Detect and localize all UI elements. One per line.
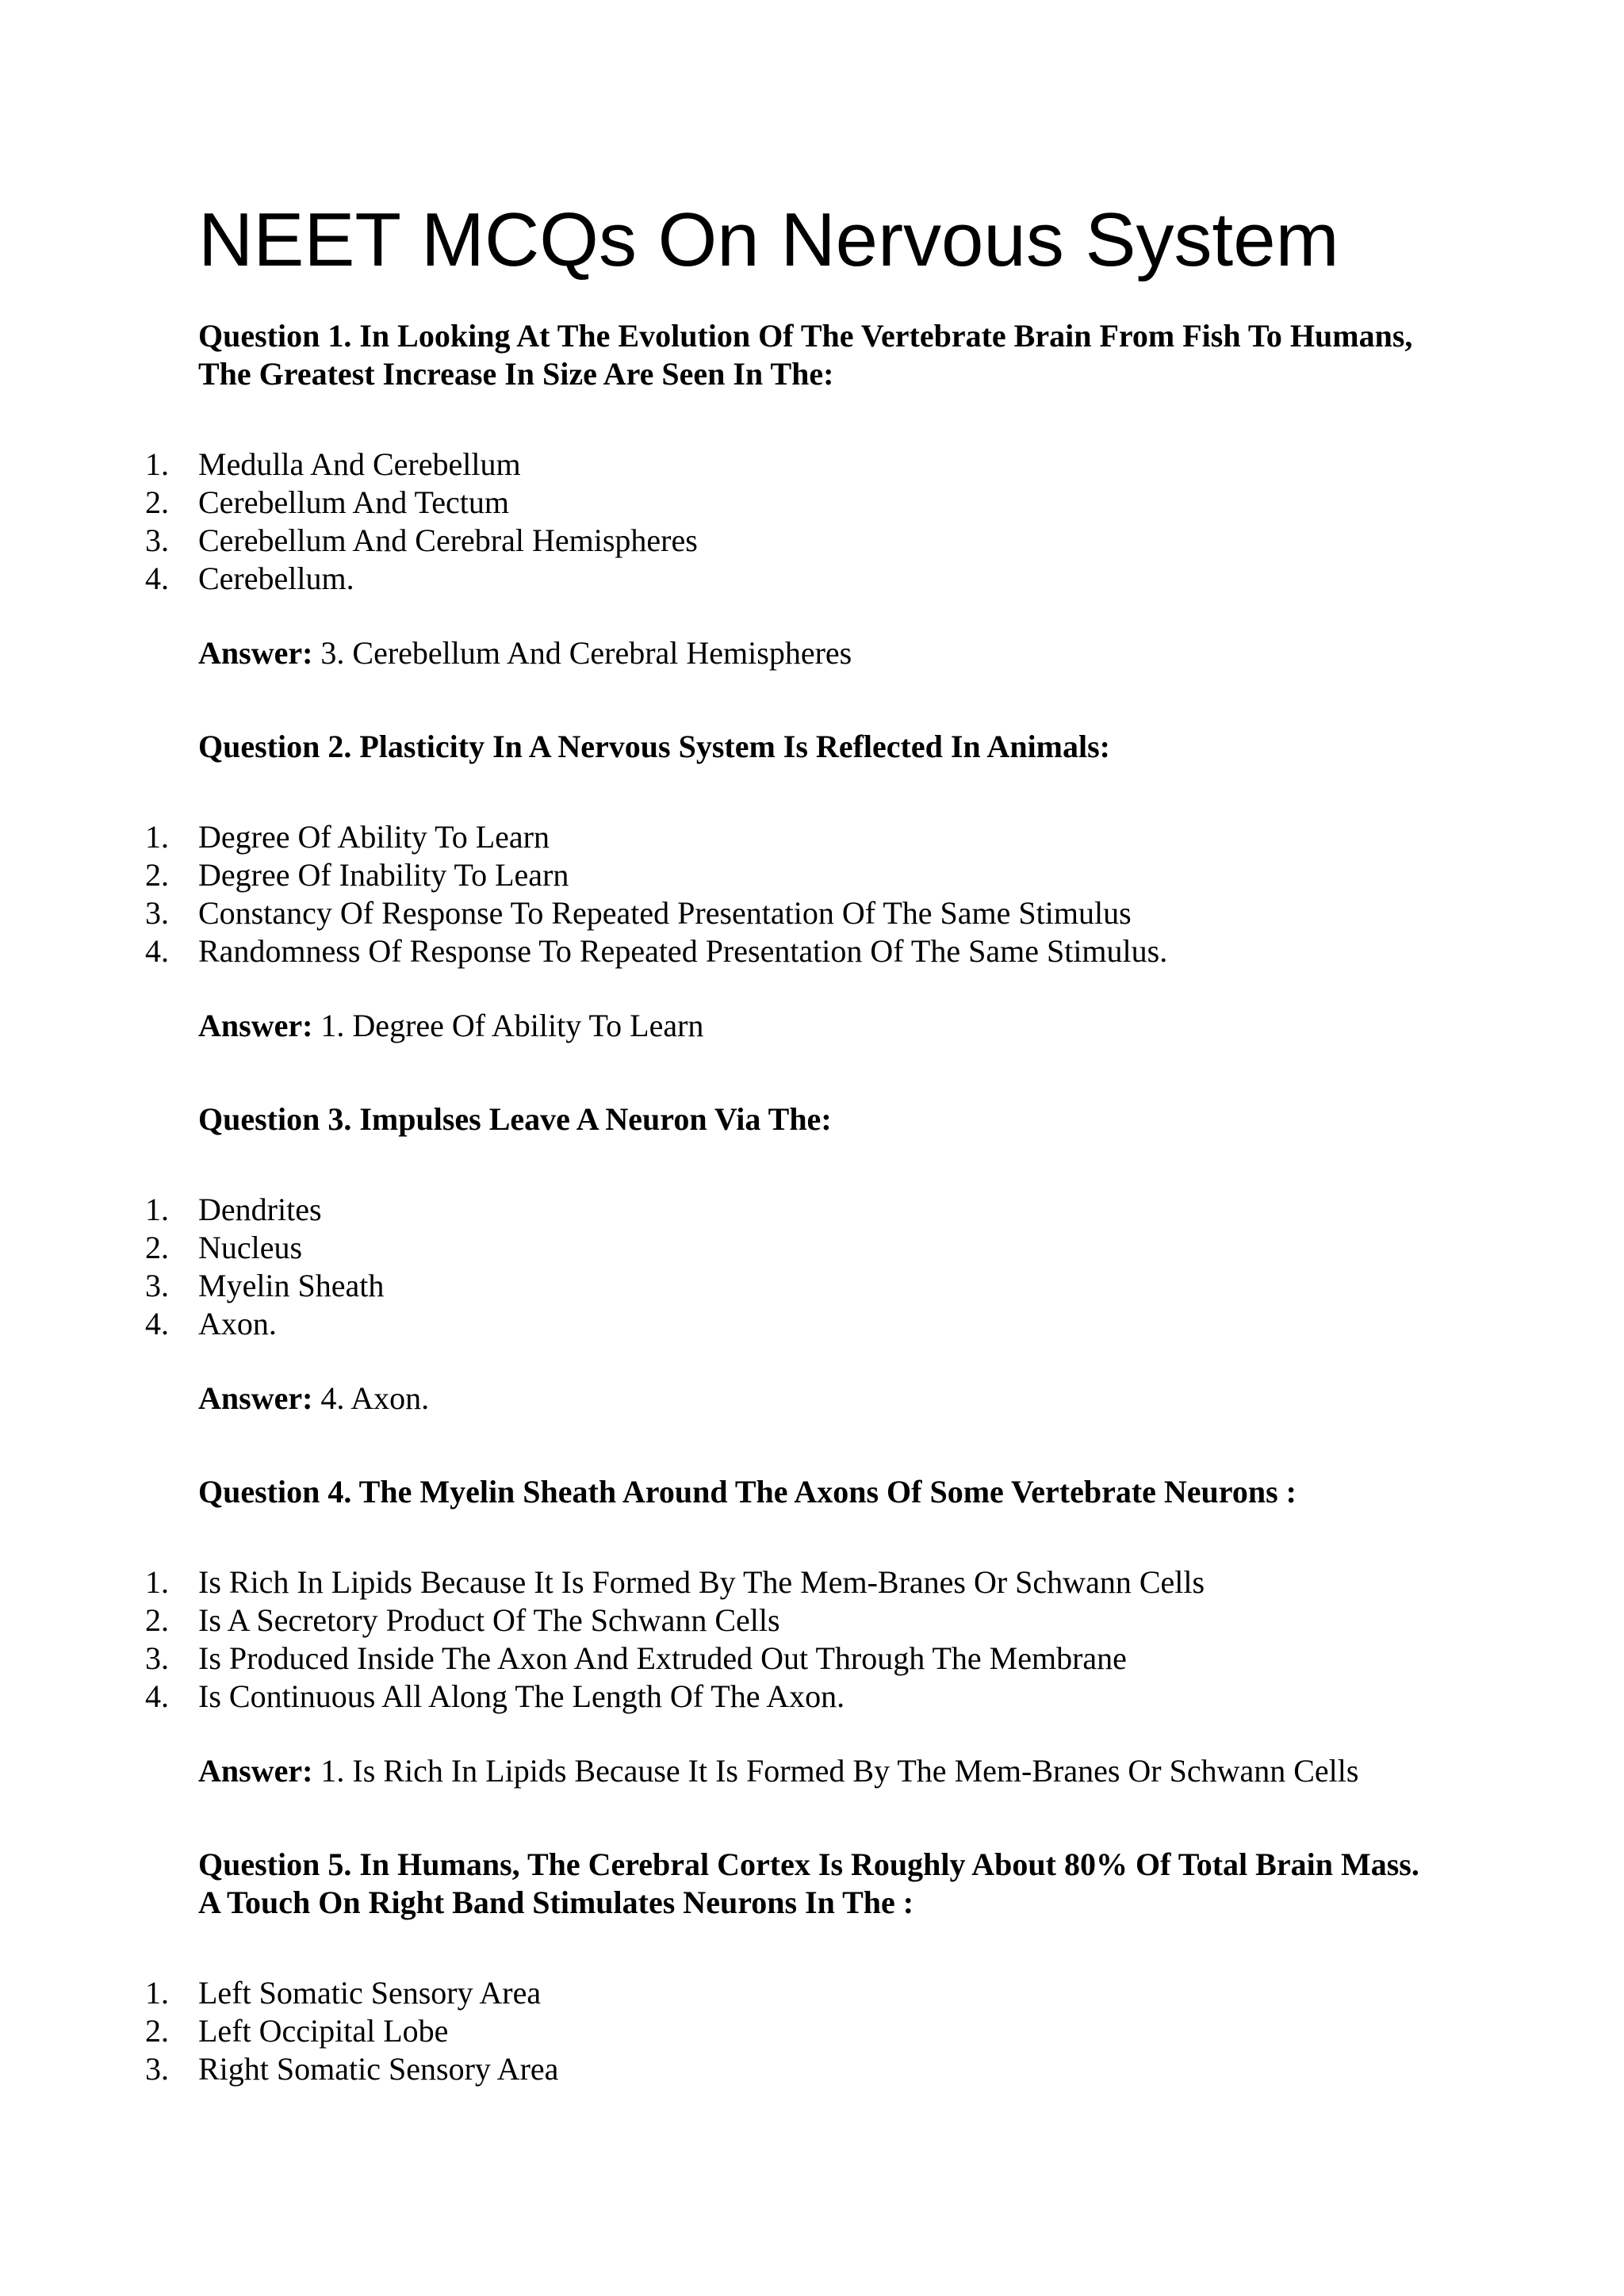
- option-text: Medulla And Cerebellum: [198, 446, 521, 482]
- question-2-prompt: Question 2. Plasticity In A Nervous System Is Reflected In Animals:: [198, 729, 1110, 764]
- option-number: 2.: [145, 2013, 169, 2049]
- option-number: 3.: [145, 1268, 169, 1303]
- question-2-options: [0, 818, 1624, 970]
- option-text: Cerebellum.: [198, 561, 354, 596]
- option-number: 1.: [145, 1564, 169, 1600]
- option-text: Dendrites: [198, 1192, 322, 1227]
- option-number: 1.: [145, 1192, 169, 1227]
- list-item: [0, 1974, 1624, 2012]
- option-text: Is A Secretory Product Of The Schwann Cells: [198, 1602, 780, 1638]
- option-text: Cerebellum And Cerebral Hemispheres: [198, 522, 698, 558]
- answer-text: 1. Is Rich In Lipids Because It Is Formed By The Mem-Branes Or Schwann Cells: [320, 1753, 1359, 1789]
- question-4-options: [0, 1563, 1624, 1716]
- option-number: 3.: [145, 895, 169, 931]
- list-item: [0, 1640, 1624, 1678]
- option-number: 4.: [145, 1306, 169, 1341]
- option-number: 3.: [145, 522, 169, 558]
- option-number: 3.: [145, 1640, 169, 1676]
- option-text: Myelin Sheath: [198, 1268, 385, 1303]
- option-number: 2.: [145, 484, 169, 520]
- option-number: 2.: [145, 1230, 169, 1265]
- option-number: 2.: [145, 857, 169, 893]
- list-item: [0, 1305, 1624, 1343]
- option-text: Is Rich In Lipids Because It Is Formed By The Mem-Branes Or Schwann Cells: [198, 1564, 1205, 1600]
- option-text: Degree Of Ability To Learn: [198, 819, 550, 855]
- list-item: [0, 1601, 1624, 1640]
- list-item: [0, 894, 1624, 932]
- option-text: Cerebellum And Tectum: [198, 484, 509, 520]
- answer-text: 3. Cerebellum And Cerebral Hemispheres: [320, 635, 852, 671]
- option-text: Right Somatic Sensory Area: [198, 2051, 559, 2087]
- question-3-answer: [198, 1380, 1546, 1418]
- option-text: Degree Of Inability To Learn: [198, 857, 569, 893]
- list-item: [0, 1267, 1624, 1305]
- answer-label: Answer:: [198, 635, 313, 671]
- list-item: [0, 1563, 1624, 1601]
- option-text: Nucleus: [198, 1230, 303, 1265]
- list-item: [0, 560, 1624, 598]
- option-number: 4.: [145, 1678, 169, 1714]
- list-item: [0, 2012, 1624, 2050]
- option-number: 4.: [145, 561, 169, 596]
- option-number: 1.: [145, 1975, 169, 2011]
- list-item: [0, 818, 1624, 856]
- answer-label: Answer:: [198, 1380, 313, 1416]
- option-number: 4.: [145, 933, 169, 969]
- option-text: Left Occipital Lobe: [198, 2013, 449, 2049]
- question-4-prompt: Question 4. The Myelin Sheath Around The Axons Of Some Vertebrate Neurons :: [198, 1474, 1297, 1510]
- list-item: [0, 446, 1624, 484]
- option-text: Randomness Of Response To Repeated Presentation Of The Same Stimulus.: [198, 933, 1168, 969]
- answer-label: Answer:: [198, 1753, 313, 1789]
- option-text: Is Continuous All Along The Length Of The Axon.: [198, 1678, 845, 1714]
- question-1-prompt: Question 1. In Looking At The Evolution Of The Vertebrate Brain From Fish To Humans, The Greatest Increase In Size Are Seen In The:: [198, 318, 1413, 392]
- option-number: 3.: [145, 2051, 169, 2087]
- list-item: [0, 1191, 1624, 1229]
- list-item: [0, 1229, 1624, 1267]
- option-number: 1.: [145, 446, 169, 482]
- answer-label: Answer:: [198, 1008, 313, 1043]
- option-number: 2.: [145, 1602, 169, 1638]
- page-title: NEET MCQs On Nervous System: [198, 197, 1339, 282]
- question-3-options: [0, 1191, 1624, 1343]
- question-2-answer: [198, 1007, 1546, 1045]
- list-item: [0, 932, 1624, 970]
- list-item: [0, 484, 1624, 522]
- list-item: [0, 856, 1624, 894]
- list-item: [0, 1678, 1624, 1716]
- question-5-prompt: Question 5. In Humans, The Cerebral Cortex Is Roughly About 80% Of Total Brain Mass. A Touch On Right Band Stimulates Neurons In The :: [198, 1846, 1419, 1920]
- list-item: [0, 522, 1624, 560]
- answer-text: 4. Axon.: [320, 1380, 430, 1416]
- answer-text: 1. Degree Of Ability To Learn: [320, 1008, 704, 1043]
- option-text: Axon.: [198, 1306, 277, 1341]
- option-text: Constancy Of Response To Repeated Presentation Of The Same Stimulus: [198, 895, 1132, 931]
- option-number: 1.: [145, 819, 169, 855]
- question-5-options: [0, 1974, 1624, 2088]
- question-1-answer: [198, 634, 1546, 672]
- option-text: Left Somatic Sensory Area: [198, 1975, 542, 2011]
- option-text: Is Produced Inside The Axon And Extruded Out Through The Membrane: [198, 1640, 1127, 1676]
- list-item: [0, 2050, 1624, 2088]
- question-3-prompt: Question 3. Impulses Leave A Neuron Via The:: [198, 1101, 832, 1137]
- question-1-options: [0, 446, 1624, 598]
- question-4-answer: [198, 1752, 1546, 1790]
